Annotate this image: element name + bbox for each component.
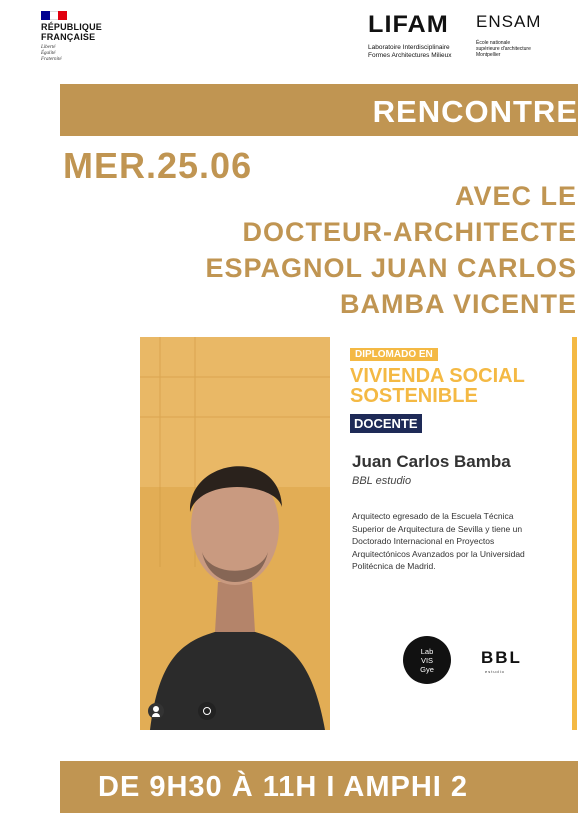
republic-name: RÉPUBLIQUE FRANÇAISE [41,22,103,42]
threads-icon [198,702,216,720]
speaker-photo [140,337,330,730]
ensam-logo: ENSAM [476,12,542,31]
time-place-banner [60,761,578,813]
lifam-subtitle: Laboratoire Interdisciplinaire Formes Architectures Milieux [368,44,452,59]
speaker-bio: Arquitecto egresado de la Escuela Técnica Superior de Arquitectura de Sevilla y tiene un Doctorado Internacional en Proyectos Arquitectónicos Avanzados por la Universidad Politécnica de Madrid. [352,511,525,571]
bbl-logo: BBL [481,648,522,667]
role-badge: DOCENTE [350,414,422,433]
program-title: VIVIENDA SOCIAL SOSTENIBLE [350,365,525,407]
french-flag-icon [41,11,67,20]
speaker-portrait-illustration [140,337,330,730]
time-place: DE 9H30 À 11H I AMPHI 2 [98,771,469,803]
speaker-name: Juan Carlos Bamba [352,452,511,471]
labvis-logo [403,636,451,684]
poster-accent-bar [572,337,577,730]
user-icon [148,703,164,719]
event-type: RENCONTRE [372,94,578,129]
lifam-logo: LIFAM [368,11,449,38]
event-subtitle: AVEC LE DOCTEUR-ARCHITECTE ESPAGNOL JUAN CARLOS BAMBA VICENTE [205,181,577,319]
republic-motto: Liberté Égalité Fraternité [41,45,62,62]
speaker-studio: BBL estudio [352,475,412,487]
ensam-subtitle: École nationale supérieure d'architecture Montpellier [476,40,531,58]
event-date: MER.25.06 [63,145,253,186]
labvis-logo-text: Lab VIS Gye [420,646,434,674]
speaker-poster [140,337,577,730]
bbl-logo-subtitle: estudio [485,669,505,674]
program-badge: DIPLOMADO EN [350,348,438,361]
event-type-banner [60,84,578,136]
